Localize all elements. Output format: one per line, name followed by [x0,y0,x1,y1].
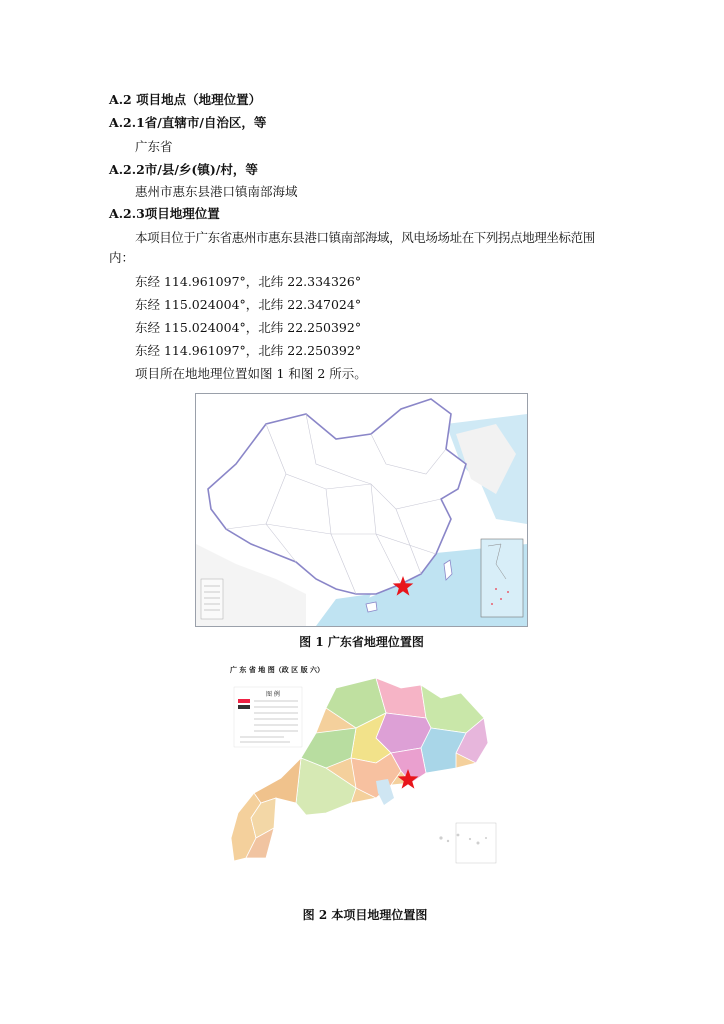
figure-1-china-map [195,393,528,627]
section-a23-paragraph-line1: 本项目位于广东省惠州市惠东县港口镇南部海域，风电场场址在下列拐点地理坐标范围 [135,230,595,245]
guangdong-map-legend-title: 图 例 [266,691,280,698]
figure-2-caption: 图 2 本项目地理位置图 [302,908,428,922]
coordinate-item: 东经 115.024004°，北纬 22.347024° [135,297,362,312]
section-a22-value: 惠州市惠东县港口镇南部海域 [135,184,298,199]
guangdong-map-title: 广 东 省 地 图（政 区 版 六） [230,665,325,674]
section-a21-value: 广东省 [135,139,173,154]
china-map-graphic [196,394,527,626]
section-a23-heading: A.2.3项目地理位置 [109,206,220,221]
section-a22-heading: A.2.2市/县/乡(镇)/村，等 [109,162,258,177]
section-a21-heading: A.2.1省/直辖市/自治区，等 [109,115,267,130]
figure-1-caption: 图 1 广东省地理位置图 [299,635,424,649]
section-a23-paragraph-line2: 内： [109,250,135,265]
section-a2-heading: A.2 项目地点（地理位置） [109,92,262,107]
figure-reference-text: 项目所在地地理位置如图 1 和图 2 所示。 [135,366,367,381]
figure-2-guangdong-map [226,663,502,881]
coordinate-item: 东经 114.961097°，北纬 22.250392° [135,343,362,358]
coordinate-item: 东经 114.961097°，北纬 22.334326° [135,274,362,289]
coordinate-item: 东经 115.024004°，北纬 22.250392° [135,320,362,335]
